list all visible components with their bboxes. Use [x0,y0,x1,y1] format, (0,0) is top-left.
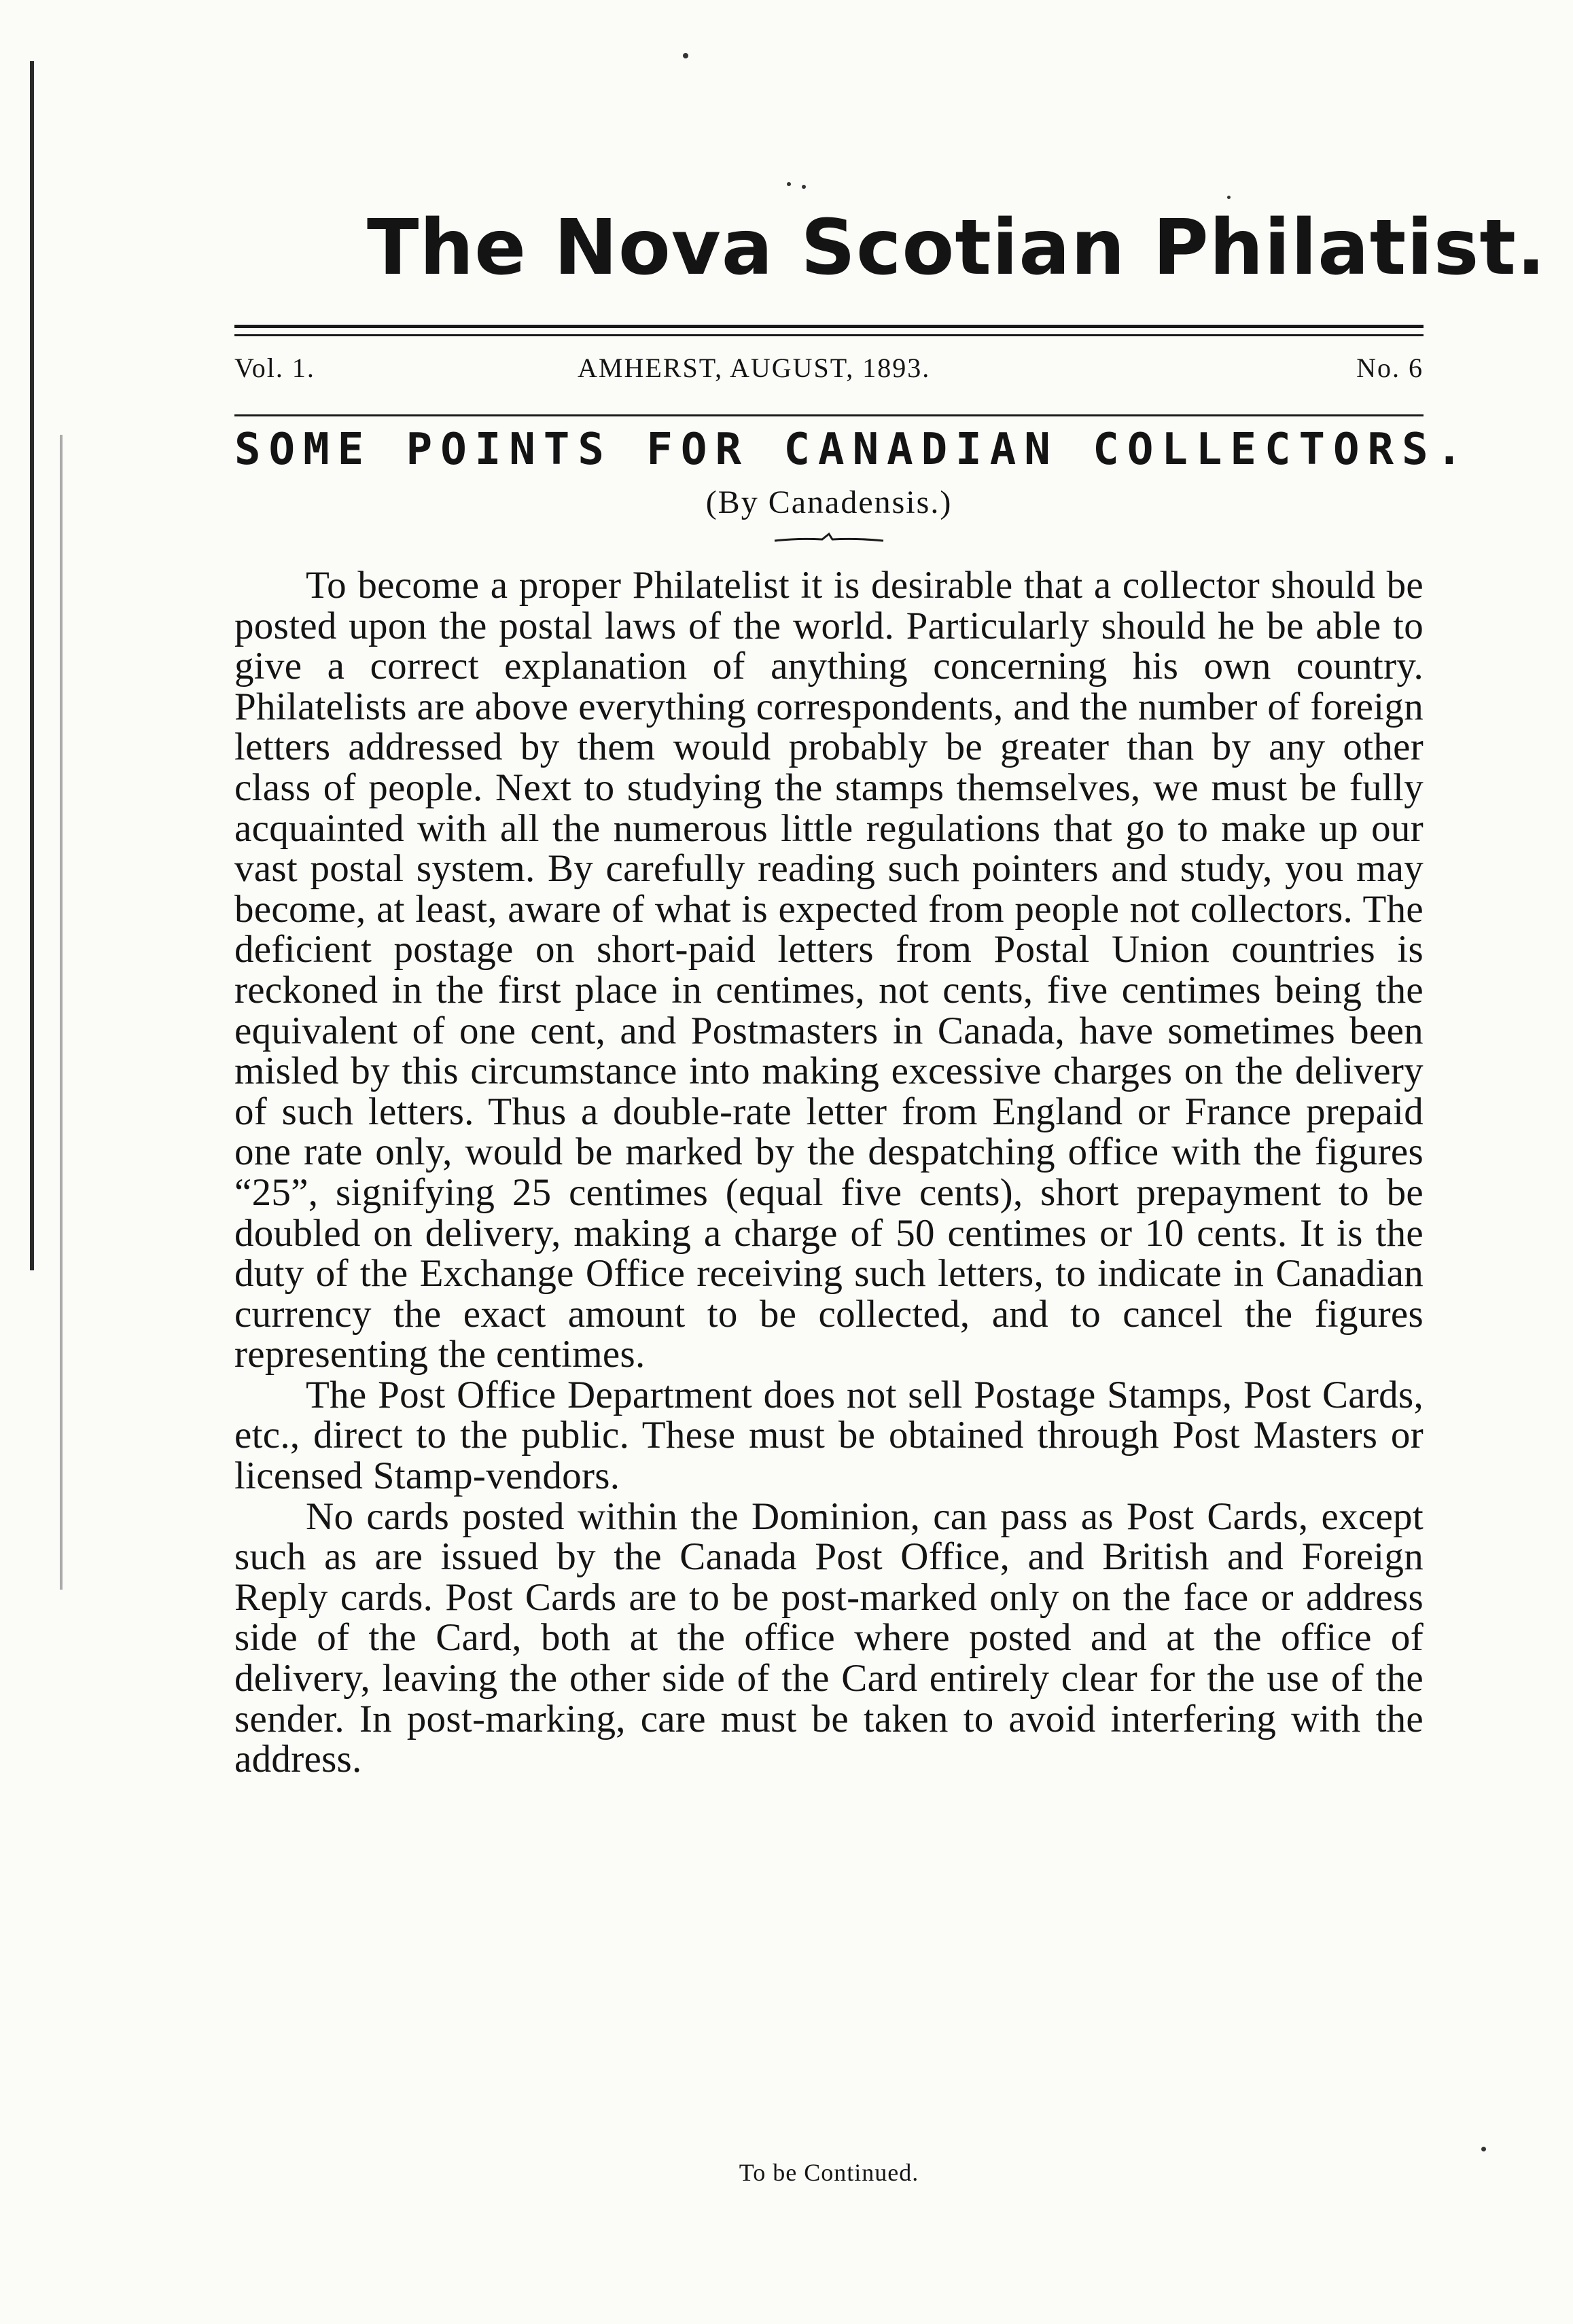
issue-line [234,352,1424,386]
article-headline: SOME POINTS FOR CANADIAN COLLECTORS. [234,425,1471,475]
masthead-rule-thick [234,325,1424,328]
scan-speck [1227,196,1231,199]
article-paragraph: To become a proper Philatelist it is desirable that a collector should be posted upon the postal laws of the world. Particularly should he be able to give a correct explanation of anything concerning his own country. Philatelists are above everything correspondents, and the number of foreign letters addressed by them would probably be greater than by any other class of people. Next to studying the stamps themselves, we must be fully acquainted with all the numerous little regulations that go to make up our vast postal system. By carefully reading such pointers and study, you may become, at least, aware of what is expected from people not collectors. The deficient postage on short-paid letters from Postal Union countries is reckoned in the first place in centimes, not cents, five centimes being the equivalent of one cent, and Postmasters in Canada, have sometimes been misled by this circumstance into making excessive charges on the delivery of such letters. Thus a double-rate letter from England or France prepaid one rate only, would be marked by the despatching office with the figures “25”, signifying 25 centimes (equal five cents), short prepayment to be doubled on delivery, making a charge of 50 centimes or 10 cents. It is the duty of the Exchange Office receiving such letters, to indicate in Canadian currency the exact amount to be collected, and to cancel the figures representing the centimes. [234,564,1424,1376]
article-body [234,565,1424,1780]
scan-speck [1481,2147,1486,2151]
masthead-rule-thin [234,334,1424,336]
scan-speck [802,185,806,189]
article-byline: (By Canadensis.) [705,484,953,520]
masthead-title: The Nova Scotian Philatist. [367,204,1547,292]
binding-shadow-mark [60,435,63,1590]
scan-speck [683,53,688,58]
volume-label: Vol. 1. [234,353,315,383]
ornament-dash-icon [771,531,887,545]
article-paragraph: The Post Office Department does not sell Postage Stamps, Post Cards, etc., direct to the public. These must be obtained through Post Masters or licensed Stamp-vendors. [234,1373,1424,1498]
article-paragraph: No cards posted within the Dominion, can pass as Post Cards, except such as are issued by the Canada Post Office, and British and Foreign Reply cards. Post Cards are to be post-marked only on the face or address side of the Card, both at the office where posted and at the office of delivery, leaving the other side of the Card entirely clear for the use of the sender. In post-marking, care must be taken to avoid interfering with the address. [234,1495,1424,1781]
binding-edge-mark [30,61,34,1270]
scan-speck [787,182,791,186]
dateline: AMHERST, AUGUST, 1893. [578,353,931,383]
issue-rule [234,414,1424,416]
continuation-note: To be Continued. [739,2159,919,2186]
issue-number: No. 6 [1356,353,1424,383]
